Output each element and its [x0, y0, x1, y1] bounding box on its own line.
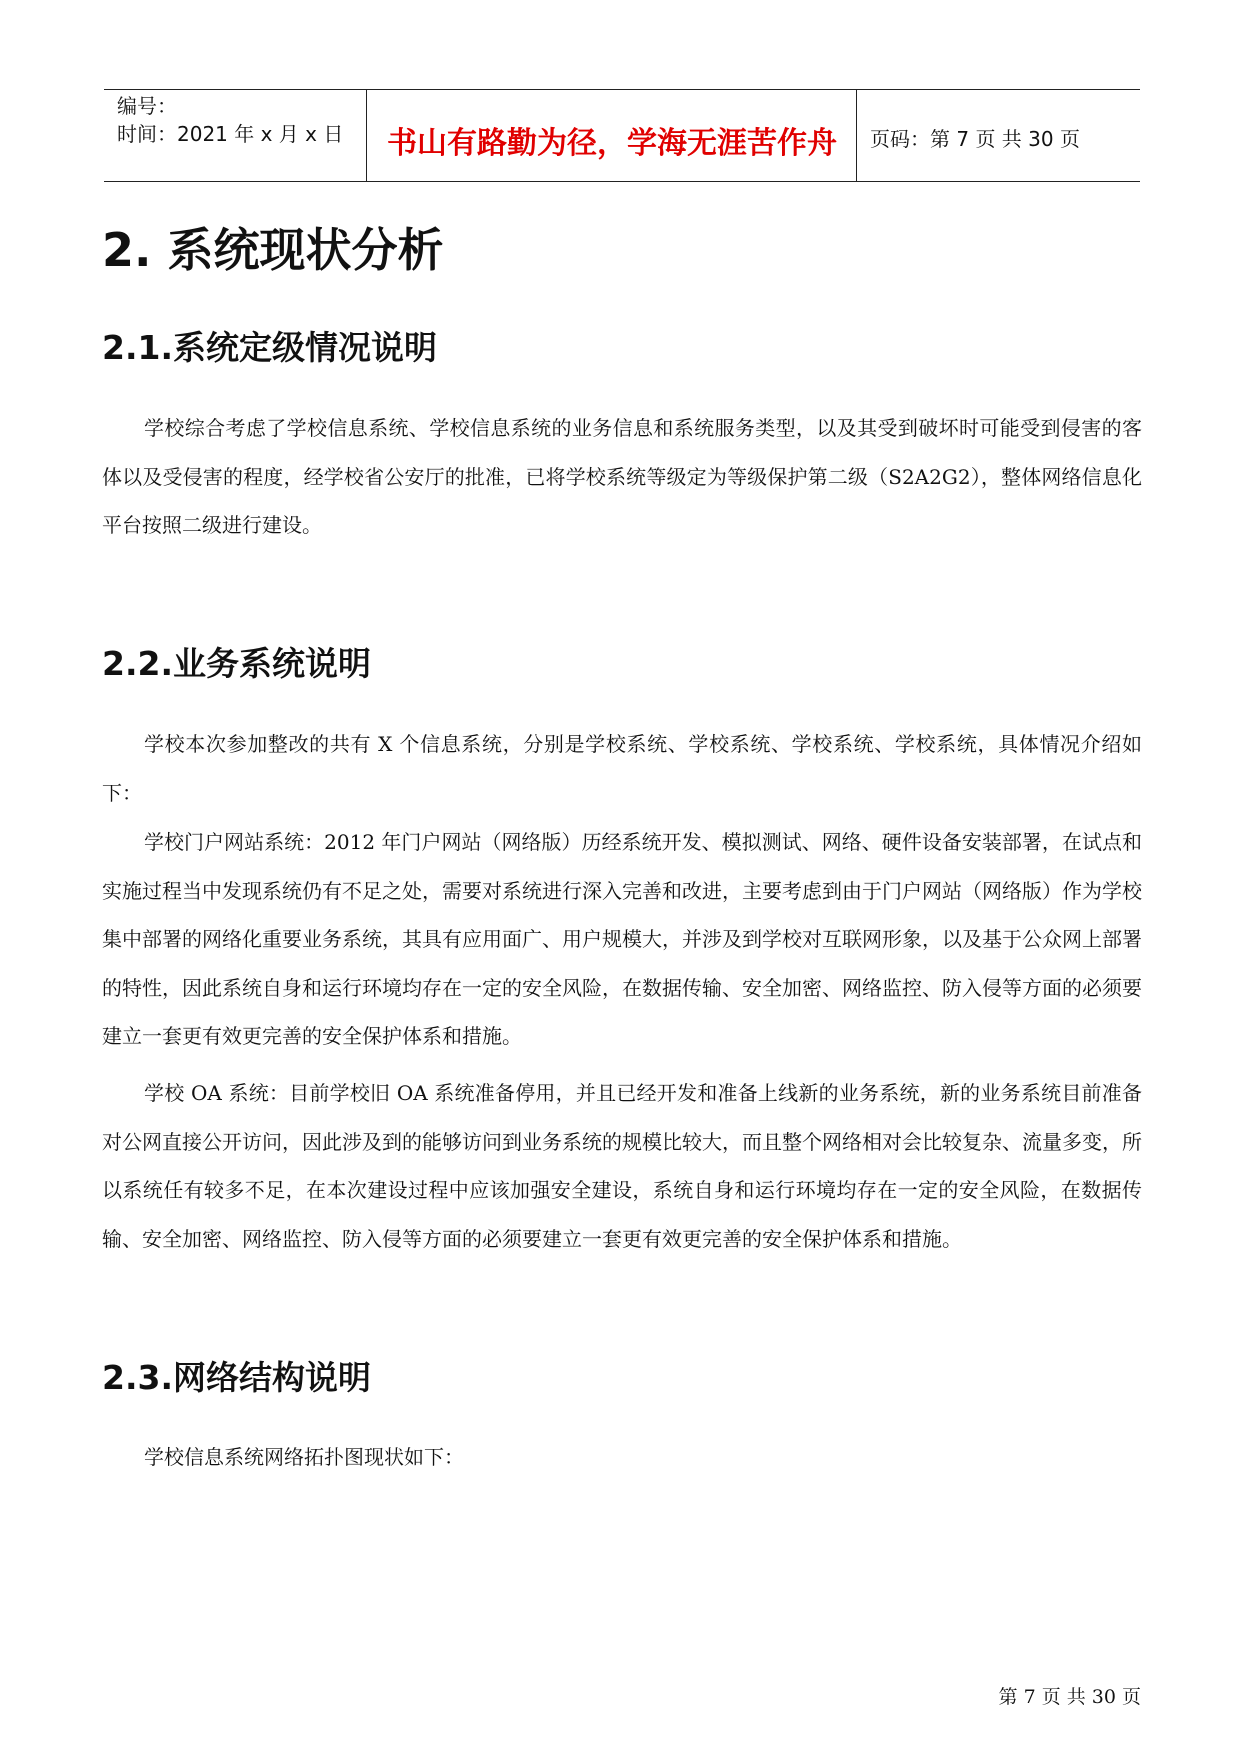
- header-bottom-rule: [104, 181, 1140, 182]
- section-heading-2-3: 2.3.网络结构说明: [102, 1358, 371, 1397]
- document-time: 时间：2021 年 x 月 x 日: [117, 122, 344, 146]
- section-heading-2-2: 2.2.业务系统说明: [102, 644, 371, 683]
- section-2-2-oa-paragraph: 学校 OA 系统：目前学校旧 OA 系统准备停用，并且已经开发和准备上线新的业务系统，新的业务系统目前准备对公网直接公开访问，因此涉及到的能够访问到业务系统的规模比较大，而且整个网络相对会比较复杂、流量多变，所以系统任有较多不足，在本次建设过程中应该加强安全建设，系统自身和运行环境均存在一定的安全风险，在数据传输、安全加密、网络监控、防入侵等方面的必须要建立一套更有效更完善的安全保护体系和措施。: [102, 1081, 1142, 1251]
- section-2-1-paragraph: 学校综合考虑了学校信息系统、学校信息系统的业务信息和系统服务类型，以及其受到破坏时可能受到侵害的客体以及受侵害的程度，经学校省公安厅的批准，已将学校系统等级定为等级保护第二级（S2A2G2），整体网络信息化平台按照二级进行建设。: [102, 416, 1142, 537]
- section-2-2-intro-paragraph: 学校本次参加整改的共有 X 个信息系统，分别是学校系统、学校系统、学校系统、学校系统，具体情况介绍如下：: [102, 732, 1142, 805]
- section-2-2-portal-paragraph: 学校门户网站系统：2012 年门户网站（网络版）历经系统开发、模拟测试、网络、硬件设备安装部署，在试点和实施过程当中发现系统仍有不足之处，需要对系统进行深入完善和改进，主要考虑到由于门户网站（网络版）作为学校集中部署的网络化重要业务系统，其具有应用面广、用户规模大，并涉及到学校对互联网形象，以及基于公众网上部署的特性，因此系统自身和运行环境均存在一定的安全风险，在数据传输、安全加密、网络监控、防入侵等方面的必须要建立一套更有效更完善的安全保护体系和措施。: [102, 830, 1142, 1048]
- header-motto: 书山有路勤为径，学海无涯苦作舟: [387, 126, 837, 161]
- section-2-3-paragraph: 学校信息系统网络拓扑图现状如下：: [144, 1445, 464, 1469]
- chapter-title: 2. 系统现状分析: [102, 223, 444, 277]
- section-heading-2-1: 2.1.系统定级情况说明: [102, 328, 437, 367]
- header-divider-right: [856, 89, 857, 181]
- page-footer: 第 7 页 共 30 页: [998, 1686, 1141, 1708]
- document-number: 编号：: [117, 94, 177, 118]
- header-page-number: 页码：第 7 页 共 30 页: [870, 127, 1080, 151]
- header-left-cell: [117, 92, 343, 148]
- header-top-rule: [104, 89, 1140, 90]
- header-divider-left: [366, 89, 367, 181]
